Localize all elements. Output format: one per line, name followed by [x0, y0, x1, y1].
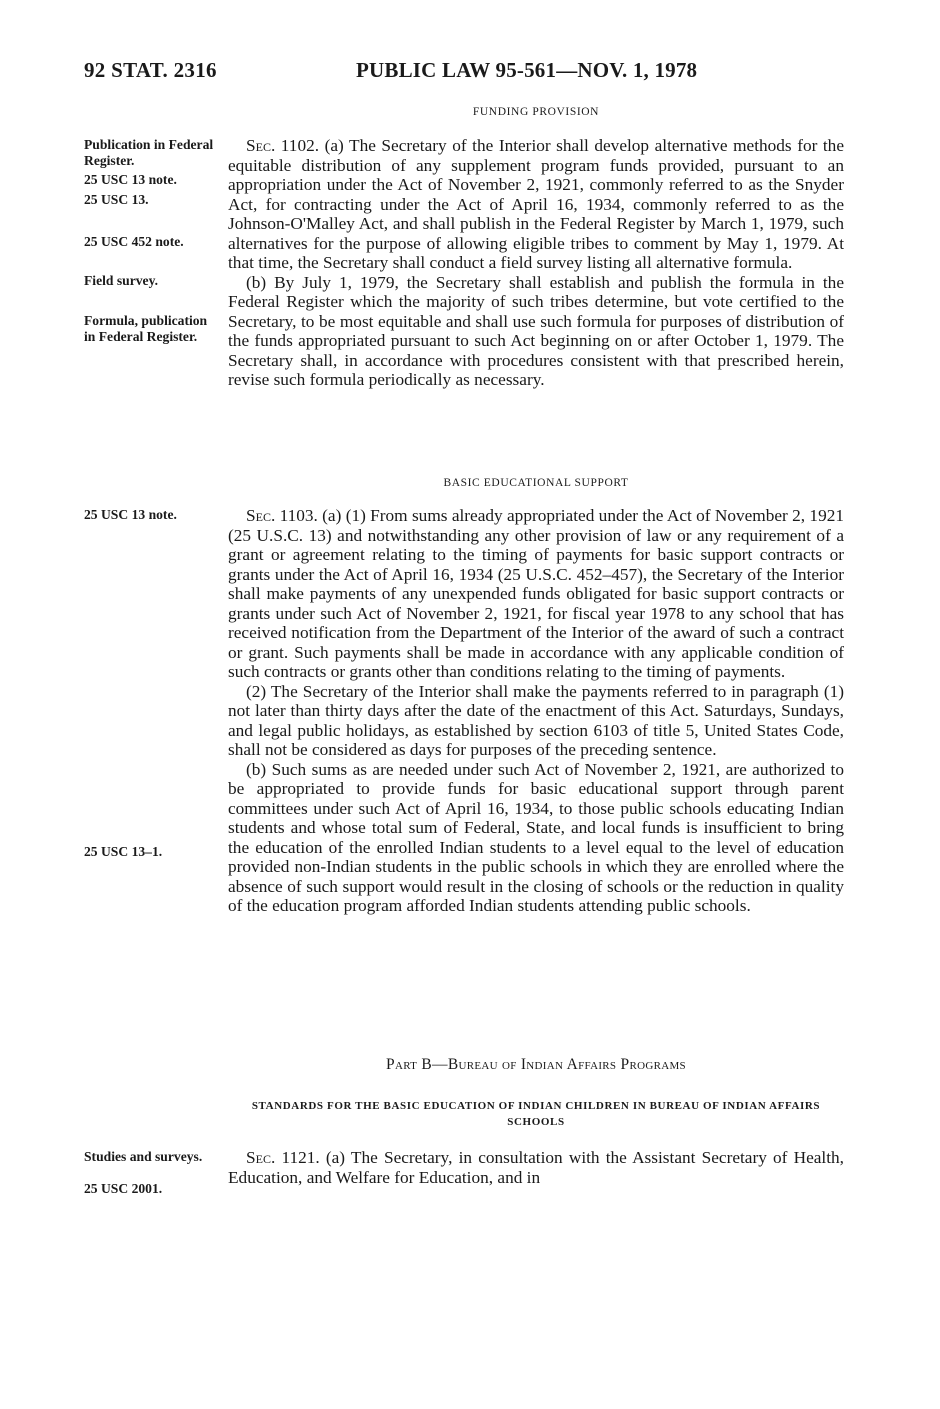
section-1102-paragraph-b: (b) By July 1, 1979, the Secretary shall establish and publish the formula in the Federal Register which the majority of such tribes determine, but vote certified to the Secretary, to be most equitable and shall use such formula for purposes of distribution of the funds appropriated pursuant to such Act beginning on or after October 1, 1979. The Secretary shall, in accordance with procedures consistent with that prescribed herein, revise such formula periodically as necessary.: [228, 272, 844, 389]
margin-note-usc-2001: 25 USC 2001.: [84, 1181, 163, 1196]
section-1121: [228, 1148, 844, 1187]
standards-heading: STANDARDS FOR THE BASIC EDUCATION OF INDIAN CHILDREN IN BUREAU OF INDIAN AFFAIRS SCHOOLS: [251, 1100, 821, 1128]
funding-provision-heading: FUNDING PROVISION: [472, 106, 600, 118]
margin-note-usc-452-note: 25 USC 452 note.: [84, 234, 184, 249]
margin-note-studies-surveys: Studies and surveys.: [84, 1149, 203, 1164]
margin-note-field-survey: Field survey.: [84, 273, 159, 288]
section-1103-label: Sec. 1103.: [246, 506, 318, 525]
margin-note-usc-13-note: 25 USC 13 note.: [84, 172, 177, 187]
margin-note-publication: Publication in Federal Register.: [84, 137, 214, 168]
section-1121-label: Sec. 1121.: [246, 1148, 320, 1167]
stat-reference: 92 STAT. 2316: [84, 58, 217, 82]
section-1103-paragraph-b: (b) Such sums as are needed under such Act of November 2, 1921, are authorized to be appropriated to provide funds for basic educational support through parent committees under such Act of April 16, 1934, to those public schools educating Indian students and whose total sum of Federal, State, and local funds is insufficient to bring the education of the enrolled Indian students to a level equal to the level of education provided non-Indian students in the public schools in which they are enrolled where the absence of such support would result in the closing of schools or the reduction in quality of the education program afforded Indian students attending public schools.: [228, 759, 844, 915]
section-1102-label: Sec. 1102.: [246, 136, 320, 155]
part-b-heading: Part B—Bureau of Indian Affairs Programs: [386, 1056, 686, 1073]
page-title: PUBLIC LAW 95-561—NOV. 1, 1978: [356, 58, 698, 82]
section-1103: [228, 506, 844, 916]
section-1102-paragraph-a: Sec. 1102. (a) The Secretary of the Interior shall develop alternative methods for the equitable distribution of any supplement program funds provided, pursuant to an appropriation under the Act of November 2, 1921, commonly referred to as the Snyder Act, for contracting under the Act of April 16, 1934, commonly referred to as the Johnson-O'Malley Act, and shall publish in the Federal Register by March 1, 1979, such alternatives for the purpose of allowing eligible tribes to comment by May 1, 1979. At that time, the Secretary shall conduct a field survey listing all alternative formula.: [228, 136, 844, 272]
margin-note-formula-publication: Formula, publication in Federal Register.: [84, 313, 208, 344]
margin-note-usc-13: 25 USC 13.: [84, 192, 149, 207]
section-1102: [228, 136, 844, 390]
section-1103-paragraph-a2: (2) The Secretary of the Interior shall make the payments referred to in paragraph (1) not later than thirty days after the date of the enactment of this Act. Saturdays, Sundays, and legal public holidays, as established by section 6103 of title 5, United States Code, shall not be considered as days for purposes of the preceding sentence.: [228, 681, 844, 759]
basic-educational-support-heading: BASIC EDUCATIONAL SUPPORT: [443, 477, 629, 489]
section-1103-paragraph-a1: Sec. 1103. (a) (1) From sums already appropriated under the Act of November 2, 1921 (25 U.S.C. 13) and notwithstanding any other provision of law or any requirement of a grant or agreement relating to the timing of payments for basic support contracts or grants under the Act of April 16, 1934 (25 U.S.C. 452–457), the Secretary of the Interior shall make payments of any unexpended funds obligated for basic support contracts or grants under such Act of November 2, 1921, for fiscal year 1978 to any school that has received notification from the Department of the Interior of the award of such a contract or grant. Such payments shall be made in accordance with any applicable condition of such contracts or grants other than conditions relating to the timing of payments.: [228, 506, 844, 681]
section-1121-paragraph-a: Sec. 1121. (a) The Secretary, in consultation with the Assistant Secretary of Health, Education, and Welfare for Education, and in: [228, 1148, 845, 1187]
margin-note-usc-13-1: 25 USC 13–1.: [84, 844, 163, 859]
margin-note-usc-13-note-2: 25 USC 13 note.: [84, 507, 177, 522]
